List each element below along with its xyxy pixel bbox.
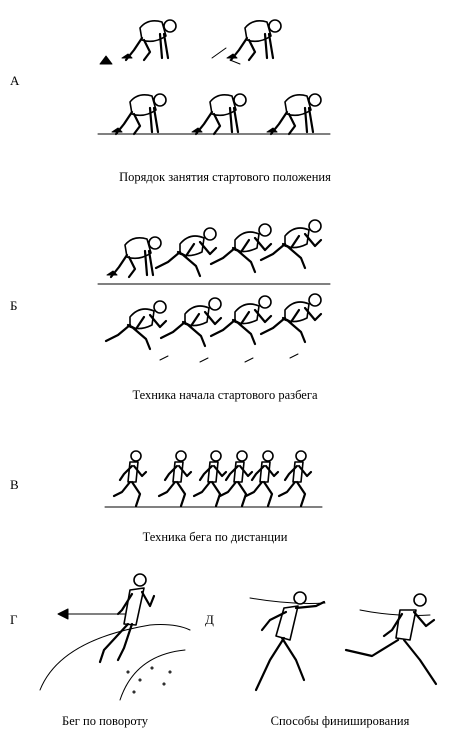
section-d-figures xyxy=(250,592,436,690)
section-letter-v: В xyxy=(10,477,19,492)
section-letter-g: Г xyxy=(10,612,18,627)
section-v-figures xyxy=(105,451,322,507)
section-letter-a: А xyxy=(10,73,20,88)
caption-finishing-methods: Способы финиширования xyxy=(270,714,410,728)
section-b-figures xyxy=(98,220,330,362)
section-letter-b: Б xyxy=(10,298,18,313)
section-a-figures xyxy=(98,20,330,134)
section-letter-d: Д xyxy=(205,612,214,627)
caption-distance-running: Техника бега по дистанции xyxy=(142,530,288,544)
caption-turn-running: Бег по повороту xyxy=(62,714,148,728)
caption-starting-position: Порядок занятия стартового положения xyxy=(119,170,331,184)
section-g-figure xyxy=(40,574,190,700)
caption-start-acceleration: Техника начала стартового разбега xyxy=(132,388,318,402)
